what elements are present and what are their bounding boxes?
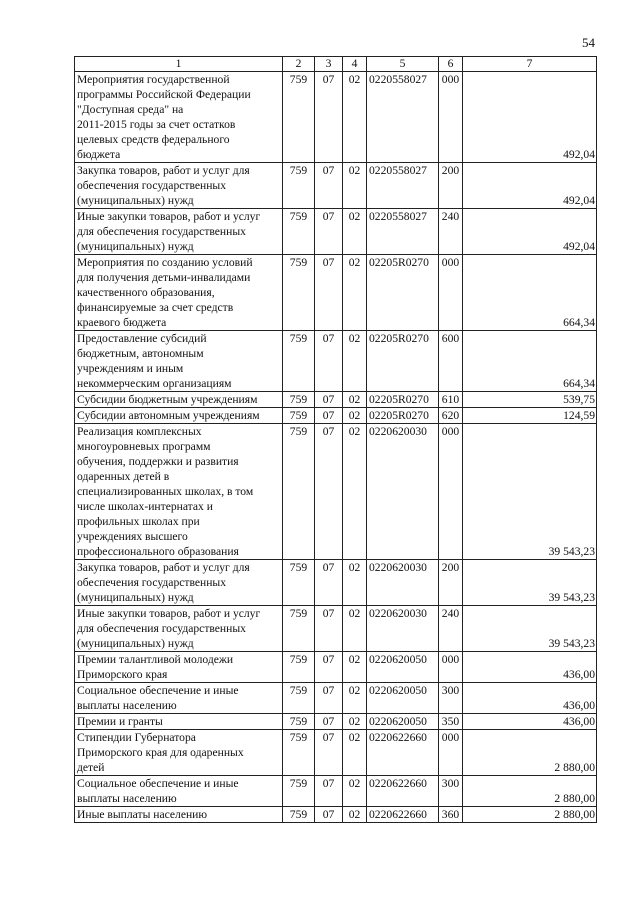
ministry-code-cell: 759 [283, 683, 315, 714]
section-code-cell: 07 [315, 255, 343, 331]
subsection-code-cell: 02 [343, 408, 367, 424]
expense-type-cell: 000 [439, 424, 463, 560]
ministry-code-cell: 759 [283, 730, 315, 776]
ministry-code-cell: 759 [283, 408, 315, 424]
target-article-cell: 0220620030 [367, 424, 439, 560]
amount-cell: 664,34 [463, 331, 597, 392]
subsection-code-cell: 02 [343, 72, 367, 163]
target-article-cell: 0220558027 [367, 72, 439, 163]
table-row [75, 652, 597, 683]
amount-cell: 436,00 [463, 652, 597, 683]
expense-type-cell: 300 [439, 683, 463, 714]
ministry-code-cell: 759 [283, 606, 315, 652]
amount-cell: 124,59 [463, 408, 597, 424]
item-name-cell: Премии талантливой молодежи Приморского края [75, 652, 283, 683]
ministry-code-cell: 759 [283, 163, 315, 209]
col-header-7: 7 [463, 57, 597, 72]
section-code-cell: 07 [315, 683, 343, 714]
section-code-cell: 07 [315, 72, 343, 163]
amount-cell: 539,75 [463, 392, 597, 408]
amount-cell: 436,00 [463, 714, 597, 730]
target-article-cell: 0220558027 [367, 209, 439, 255]
col-header-3: 3 [315, 57, 343, 72]
expense-type-cell: 000 [439, 652, 463, 683]
ministry-code-cell: 759 [283, 331, 315, 392]
table-row [75, 408, 597, 424]
target-article-cell: 02205R0270 [367, 392, 439, 408]
table-row [75, 776, 597, 807]
ministry-code-cell: 759 [283, 209, 315, 255]
table-row [75, 730, 597, 776]
item-name-cell: Премии и гранты [75, 714, 283, 730]
section-code-cell: 07 [315, 776, 343, 807]
subsection-code-cell: 02 [343, 424, 367, 560]
subsection-code-cell: 02 [343, 776, 367, 807]
page-number: 54 [582, 35, 595, 50]
table-row [75, 560, 597, 606]
item-name-cell: Субсидии бюджетным учреждениям [75, 392, 283, 408]
table-row [75, 72, 597, 163]
table-row [75, 714, 597, 730]
target-article-cell: 0220558027 [367, 163, 439, 209]
ministry-code-cell: 759 [283, 714, 315, 730]
amount-cell: 492,04 [463, 163, 597, 209]
item-name-cell: Иные закупки товаров, работ и услуг для обеспечения государственных (муниципальных) нужд [75, 209, 283, 255]
item-name-cell: Стипендии Губернатора Приморского края для одаренных детей [75, 730, 283, 776]
table-row [75, 209, 597, 255]
amount-cell: 436,00 [463, 683, 597, 714]
expense-type-cell: 200 [439, 560, 463, 606]
col-header-2: 2 [283, 57, 315, 72]
budget-table [74, 56, 597, 823]
item-name-cell: Мероприятия государственной программы Российской Федерации "Доступная среда" на 2011-2015 годы за счет остатков целевых средств федерального бюджета [75, 72, 283, 163]
section-code-cell: 07 [315, 714, 343, 730]
amount-cell: 664,34 [463, 255, 597, 331]
section-code-cell: 07 [315, 730, 343, 776]
expense-type-cell: 200 [439, 163, 463, 209]
subsection-code-cell: 02 [343, 652, 367, 683]
section-code-cell: 07 [315, 424, 343, 560]
amount-cell: 2 880,00 [463, 730, 597, 776]
section-code-cell: 07 [315, 652, 343, 683]
target-article-cell: 0220622660 [367, 730, 439, 776]
target-article-cell: 02205R0270 [367, 331, 439, 392]
table-row [75, 163, 597, 209]
amount-cell: 39 543,23 [463, 424, 597, 560]
target-article-cell: 0220620050 [367, 683, 439, 714]
item-name-cell: Социальное обеспечение и иные выплаты населению [75, 683, 283, 714]
subsection-code-cell: 02 [343, 331, 367, 392]
table-row [75, 807, 597, 823]
target-article-cell: 0220622660 [367, 807, 439, 823]
expense-type-cell: 000 [439, 255, 463, 331]
section-code-cell: 07 [315, 163, 343, 209]
expense-type-cell: 000 [439, 72, 463, 163]
subsection-code-cell: 02 [343, 606, 367, 652]
item-name-cell: Иные закупки товаров, работ и услуг для обеспечения государственных (муниципальных) нужд [75, 606, 283, 652]
subsection-code-cell: 02 [343, 560, 367, 606]
expense-type-cell: 610 [439, 392, 463, 408]
expense-type-cell: 240 [439, 606, 463, 652]
target-article-cell: 0220622660 [367, 776, 439, 807]
target-article-cell: 0220620030 [367, 606, 439, 652]
expense-type-cell: 620 [439, 408, 463, 424]
expense-type-cell: 360 [439, 807, 463, 823]
table-row [75, 683, 597, 714]
amount-cell: 2 880,00 [463, 807, 597, 823]
subsection-code-cell: 02 [343, 209, 367, 255]
amount-cell: 39 543,23 [463, 560, 597, 606]
header-row [75, 57, 597, 72]
section-code-cell: 07 [315, 807, 343, 823]
target-article-cell: 0220620030 [367, 560, 439, 606]
table-row [75, 392, 597, 408]
ministry-code-cell: 759 [283, 255, 315, 331]
expense-type-cell: 600 [439, 331, 463, 392]
col-header-5: 5 [367, 57, 439, 72]
target-article-cell: 0220620050 [367, 652, 439, 683]
section-code-cell: 07 [315, 209, 343, 255]
ministry-code-cell: 759 [283, 424, 315, 560]
section-code-cell: 07 [315, 331, 343, 392]
item-name-cell: Социальное обеспечение и иные выплаты населению [75, 776, 283, 807]
subsection-code-cell: 02 [343, 683, 367, 714]
ministry-code-cell: 759 [283, 72, 315, 163]
item-name-cell: Закупка товаров, работ и услуг для обеспечения государственных (муниципальных) нужд [75, 163, 283, 209]
target-article-cell: 0220620050 [367, 714, 439, 730]
expense-type-cell: 300 [439, 776, 463, 807]
ministry-code-cell: 759 [283, 652, 315, 683]
target-article-cell: 02205R0270 [367, 255, 439, 331]
subsection-code-cell: 02 [343, 392, 367, 408]
subsection-code-cell: 02 [343, 255, 367, 331]
subsection-code-cell: 02 [343, 714, 367, 730]
ministry-code-cell: 759 [283, 776, 315, 807]
amount-cell: 492,04 [463, 209, 597, 255]
table-row [75, 331, 597, 392]
subsection-code-cell: 02 [343, 730, 367, 776]
item-name-cell: Мероприятия по созданию условий для получения детьми-инвалидами качественного образования, финансируемые за счет средств краевого бюджета [75, 255, 283, 331]
ministry-code-cell: 759 [283, 392, 315, 408]
table-row [75, 255, 597, 331]
item-name-cell: Иные выплаты населению [75, 807, 283, 823]
item-name-cell: Субсидии автономным учреждениям [75, 408, 283, 424]
ministry-code-cell: 759 [283, 560, 315, 606]
col-header-4: 4 [343, 57, 367, 72]
expense-type-cell: 240 [439, 209, 463, 255]
item-name-cell: Закупка товаров, работ и услуг для обеспечения государственных (муниципальных) нужд [75, 560, 283, 606]
section-code-cell: 07 [315, 408, 343, 424]
amount-cell: 492,04 [463, 72, 597, 163]
amount-cell: 2 880,00 [463, 776, 597, 807]
section-code-cell: 07 [315, 392, 343, 408]
subsection-code-cell: 02 [343, 807, 367, 823]
section-code-cell: 07 [315, 560, 343, 606]
expense-type-cell: 000 [439, 730, 463, 776]
amount-cell: 39 543,23 [463, 606, 597, 652]
col-header-1: 1 [75, 57, 283, 72]
table-row [75, 606, 597, 652]
table-row [75, 424, 597, 560]
expense-type-cell: 350 [439, 714, 463, 730]
item-name-cell: Реализация комплексных многоуровневых программ обучения, поддержки и развития одаренных детей в специализированных школах, в том числе школах-интернатах и профильных школах при учреждениях высшего профессионального образования [75, 424, 283, 560]
section-code-cell: 07 [315, 606, 343, 652]
target-article-cell: 02205R0270 [367, 408, 439, 424]
subsection-code-cell: 02 [343, 163, 367, 209]
ministry-code-cell: 759 [283, 807, 315, 823]
col-header-6: 6 [439, 57, 463, 72]
item-name-cell: Предоставление субсидий бюджетным, автономным учреждениям и иным некоммерческим организациям [75, 331, 283, 392]
